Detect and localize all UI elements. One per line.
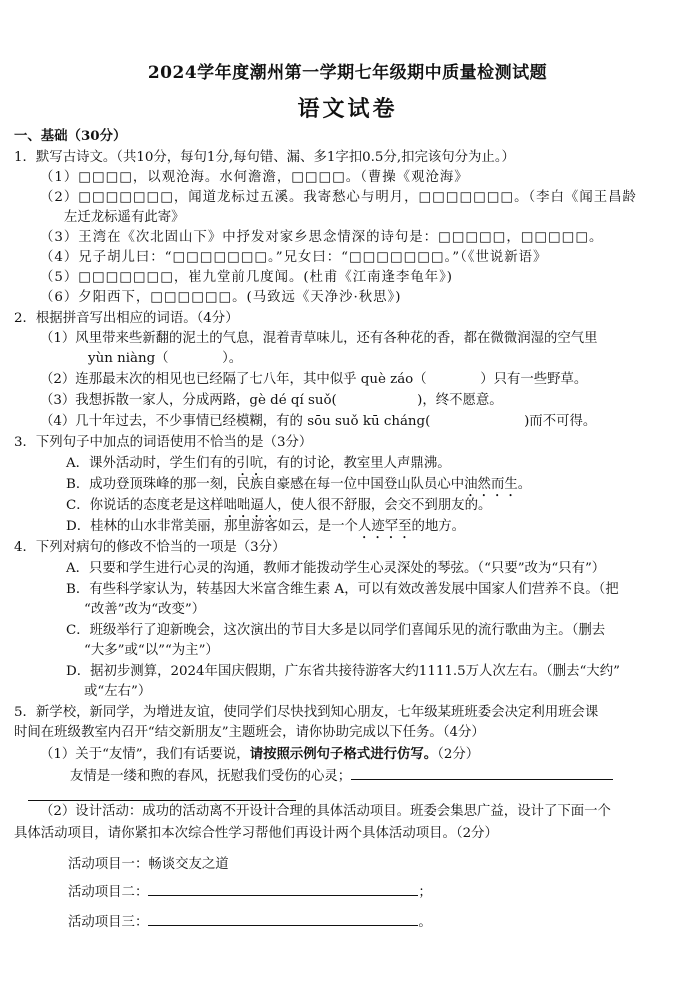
q1-line4: （4）兄子胡儿曰：“□□□□□□□。”兄女曰：“□□□□□□□。”（《世说新语》 <box>40 250 548 265</box>
q3-option-d <box>66 519 465 542</box>
q5-activity-3-end: 。 <box>418 915 432 930</box>
q5-answer-line-2[interactable] <box>28 788 296 801</box>
q4-option-d: D．据初步测算，2024年国庆假期，广东省共接待游客大约1111.5万人次左右。（删去“大约” <box>66 664 620 679</box>
q3-a-post: ，有的讨论，教室里人声鼎沸。 <box>263 456 451 471</box>
exam-subtitle: 语文试卷 <box>297 96 398 122</box>
q5-part1-prompt <box>40 746 479 763</box>
q2-line1: （1）风里带来些新翻的泥土的气息，混着青草味儿，还有各种花的香，都在微微润湿的空气里 <box>40 331 598 346</box>
q5-part2: （2）设计活动：成功的活动离不开设计合理的具体活动项目。班委会集思广益，设计了下面一个 <box>40 804 611 819</box>
q5-activity-2-label: 活动项目二： <box>68 885 149 900</box>
q5-activity-2-end: ； <box>418 885 432 900</box>
q5-part1-pre: （1）关于“友情”，我们有话要说， <box>40 747 250 762</box>
q1-line3: （3）王湾在《次北固山下》中抒发对家乡思念情深的诗句是：□□□□□，□□□□□。 <box>40 230 604 245</box>
q4-option-b: B．有些科学家认为，转基因大米富含维生素 A，可以有效改善发展中国家人们营养不良。（把 <box>66 582 619 597</box>
q2-stem: 2．根据拼音写出相应的词语。（4分） <box>14 311 239 326</box>
q5-activity-3 <box>68 913 432 931</box>
section-heading: 一、基础（30分） <box>14 128 127 144</box>
q1-line2-cont: 左迁龙标遥有此寄》 <box>64 210 185 225</box>
q4-option-c: C．班级举行了迎新晚会，这次演出的节目大多是以同学们喜闻乐见的流行歌曲为主。（删去 <box>66 623 606 638</box>
q5-activity-3-label: 活动项目三： <box>68 915 149 930</box>
q1-stem: 1．默写古诗文。（共10分，每句1分,每句错、漏、多1字扣0.5分,扣完该句分为止。） <box>14 150 515 165</box>
q1-line6: （6）夕阳西下，□□□□□□。(马致远《天净沙·秋思》) <box>40 290 402 305</box>
q5-activity-1: 活动项目一：畅谈交友之道 <box>68 857 229 872</box>
q3-option-c <box>66 498 491 521</box>
q3-d-dotted-word: 人迹罕至 <box>357 519 412 534</box>
q5-stem: 5．新学校，新同学，为增进友谊，使同学们尽快找到知心朋友，七年级某班班委会决定利用班会课 <box>14 705 599 720</box>
q4-option-b-cont: “改善”改为“改变”） <box>84 602 206 617</box>
q5-activity-3-answer-line[interactable] <box>148 913 418 926</box>
q2-line4: （4）几十年过去，不少事情已经模糊，有的 sōu suǒ kū cháng( )而不可得。 <box>40 414 597 429</box>
q3-stem: 3．下列句子中加点的词语使用不恰当的是（3分） <box>14 435 313 450</box>
q3-option-b <box>66 477 531 500</box>
q1-line5: （5）□□□□□□□，崔九堂前几度闻。(杜甫《江南逢李龟年》) <box>40 270 454 285</box>
q5-activity-2 <box>68 883 432 901</box>
q5-part1-post: （2分） <box>437 747 480 762</box>
q4-stem: 4．下列对病句的修改不恰当的一项是（3分） <box>14 540 286 555</box>
q3-c-dotted-word: 咄咄逼人 <box>223 498 278 513</box>
q1-line1: （1）□□□□，以观沧海。水何澹澹，□□□□。（曹操《观沧海》 <box>40 170 469 185</box>
q5-example-sentence <box>70 767 613 785</box>
q4-option-d-cont: 或“左右”） <box>84 684 152 699</box>
q3-c-pre: C．你说话的态度老是这样 <box>66 498 224 513</box>
q3-b-dotted-word: 油然而生 <box>464 477 518 492</box>
q3-d-post: 的地方。 <box>411 519 466 534</box>
q1-line2: （2）□□□□□□□，闻道龙标过五溪。我寄愁心与明月，□□□□□□□。（李白《闻王昌龄 <box>40 190 637 205</box>
q5-example-text: 友情是一缕和煦的春风，抚慰我们受伤的心灵； <box>70 769 352 784</box>
q3-d-pre: D．桂林的山水非常美丽，那里游客如云，是一个 <box>66 519 358 534</box>
q3-b-pre: B．成功登顶珠峰的那一刻，民族自豪感在每一位中国登山队员心中 <box>66 477 465 492</box>
exam-title: 2024学年度潮州第一学期七年级期中质量检测试题 <box>147 63 548 83</box>
q2-line1-cont: yùn niàng（ ）。 <box>88 351 243 366</box>
q4-option-c-cont: “大多”或“以”“为主”） <box>84 643 219 658</box>
q2-line2: （2）连那最末次的相见也已经隔了七八年，其中似乎 què záo（ ）只有一些野草。 <box>40 372 588 387</box>
q5-part2-cont: 具体活动项目，请你紧扣本次综合性学习帮他们再设计两个具体活动项目。（2分） <box>14 826 498 841</box>
q3-a-dotted-word: 引吭 <box>236 456 264 471</box>
q3-c-post: ，使人很不舒服，会交不到朋友的。 <box>277 498 492 513</box>
q2-line3: （3）我想拆散一家人，分成两路，gè dé qí suǒ( )，终不愿意。 <box>40 393 503 408</box>
q5-answer-line-1[interactable] <box>351 767 613 780</box>
q5-part1-bold: 请按照示例句子格式进行仿写。 <box>249 746 438 762</box>
q3-a-pre: A．课外活动时，学生们有的 <box>66 456 237 471</box>
q5-activity-2-answer-line[interactable] <box>148 883 418 896</box>
q3-b-post: 。 <box>517 477 532 492</box>
q4-option-a: A．只要和学生进行心灵的沟通，教师才能拨动学生心灵深处的琴弦。（“只要”改为“只有”） <box>66 561 606 576</box>
q5-stem-cont: 时间在班级教室内召开“结交新朋友”主题班会，请你协助完成以下任务。（4分） <box>14 725 485 740</box>
q3-option-a <box>66 456 451 479</box>
